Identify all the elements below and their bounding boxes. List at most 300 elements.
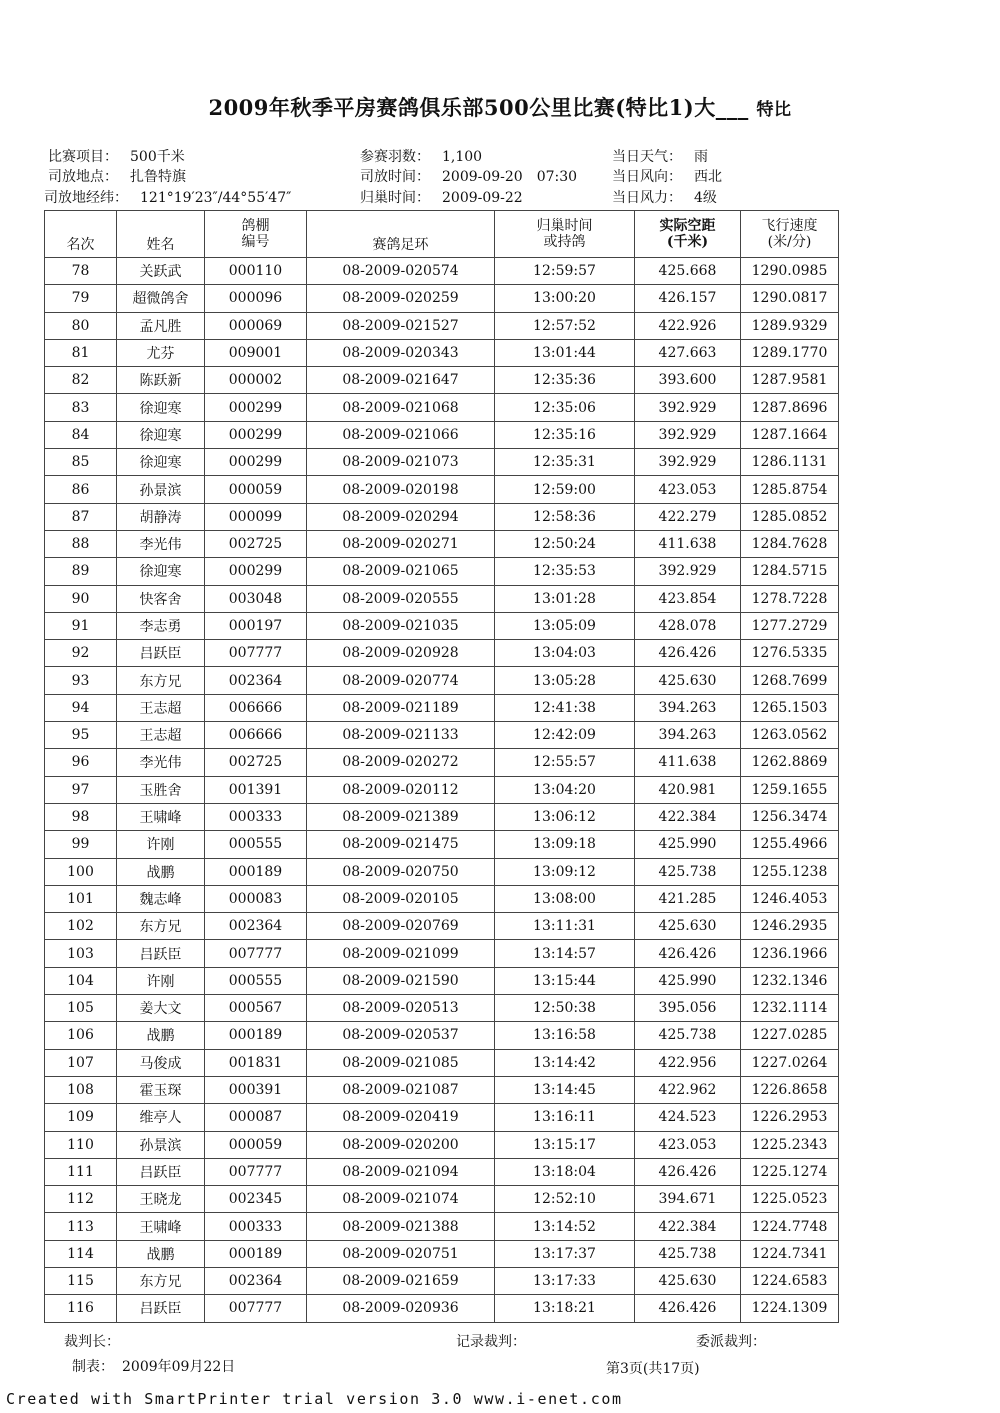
time-cell: 12:35:53 (495, 558, 635, 585)
distance-cell: 425.990 (635, 967, 741, 994)
speed-cell: 1262.8869 (741, 749, 839, 776)
speed-cell: 1227.0285 (741, 1022, 839, 1049)
speed-cell: 1290.0817 (741, 285, 839, 312)
ring-cell: 08-2009-020294 (307, 503, 495, 530)
speed-cell: 1278.7228 (741, 585, 839, 612)
loft-cell: 007777 (205, 940, 307, 967)
rank-cell: 102 (45, 913, 117, 940)
time-cell: 12:55:57 (495, 749, 635, 776)
time-cell: 13:15:44 (495, 967, 635, 994)
distance-cell: 423.053 (635, 1131, 741, 1158)
table-row (45, 394, 839, 421)
title-blank: ___ (715, 95, 749, 120)
time-cell: 13:17:37 (495, 1240, 635, 1267)
loft-cell: 000299 (205, 421, 307, 448)
table-row (45, 885, 839, 912)
name-cell: 吕跃臣 (117, 1295, 205, 1322)
table-row (45, 1131, 839, 1158)
speed-cell: 1289.9329 (741, 312, 839, 339)
name-cell: 吕跃臣 (117, 640, 205, 667)
ring-cell: 08-2009-021133 (307, 722, 495, 749)
ring-cell: 08-2009-020750 (307, 858, 495, 885)
name-cell: 姜大文 (117, 995, 205, 1022)
results-table (44, 210, 839, 1323)
table-row (45, 312, 839, 339)
table-row (45, 476, 839, 503)
speed-cell: 1287.9581 (741, 367, 839, 394)
loft-cell: 000197 (205, 612, 307, 639)
ring-cell: 08-2009-020271 (307, 530, 495, 557)
distance-cell: 392.929 (635, 421, 741, 448)
table-row (45, 967, 839, 994)
rank-cell: 87 (45, 503, 117, 530)
rank-cell: 115 (45, 1267, 117, 1294)
distance-cell: 421.285 (635, 885, 741, 912)
footer-referee: 裁判长： (64, 1334, 120, 1350)
speed-cell: 1287.8696 (741, 394, 839, 421)
ring-cell: 08-2009-021085 (307, 1049, 495, 1076)
header-loft: 鸽棚 编号 (205, 211, 307, 258)
name-cell: 快客舍 (117, 585, 205, 612)
table-row (45, 776, 839, 803)
table-row (45, 503, 839, 530)
name-cell: 徐迎寒 (117, 421, 205, 448)
rank-cell: 91 (45, 612, 117, 639)
header-ring: 赛鸽足环 (307, 211, 495, 258)
speed-cell: 1232.1114 (741, 995, 839, 1022)
table-row (45, 640, 839, 667)
rank-cell: 106 (45, 1022, 117, 1049)
name-cell: 东方兄 (117, 1267, 205, 1294)
meta-wind-force: 当日风力： 4级 (612, 190, 717, 206)
ring-cell: 08-2009-020537 (307, 1022, 495, 1049)
speed-cell: 1225.0523 (741, 1186, 839, 1213)
loft-cell: 000333 (205, 803, 307, 830)
table-row (45, 421, 839, 448)
distance-cell: 393.600 (635, 367, 741, 394)
time-cell: 13:18:04 (495, 1158, 635, 1185)
table-row (45, 913, 839, 940)
rank-cell: 96 (45, 749, 117, 776)
loft-cell: 000555 (205, 967, 307, 994)
name-cell: 李志勇 (117, 612, 205, 639)
ring-cell: 08-2009-021527 (307, 312, 495, 339)
time-cell: 13:14:45 (495, 1076, 635, 1103)
name-cell: 战鹏 (117, 858, 205, 885)
page-title (0, 92, 1000, 122)
speed-cell: 1225.2343 (741, 1131, 839, 1158)
distance-cell: 428.078 (635, 612, 741, 639)
speed-cell: 1225.1274 (741, 1158, 839, 1185)
loft-cell: 002364 (205, 913, 307, 940)
rank-cell: 86 (45, 476, 117, 503)
loft-cell: 000189 (205, 858, 307, 885)
name-cell: 孙景滨 (117, 476, 205, 503)
loft-cell: 001391 (205, 776, 307, 803)
time-cell: 13:05:28 (495, 667, 635, 694)
time-cell: 12:42:09 (495, 722, 635, 749)
name-cell: 战鹏 (117, 1022, 205, 1049)
table-row (45, 558, 839, 585)
trial-watermark-text: Created with SmartPrinter trial version 3.0 www.i-enet.com (6, 1390, 623, 1408)
ring-cell: 08-2009-020105 (307, 885, 495, 912)
rank-cell: 78 (45, 258, 117, 285)
rank-cell: 101 (45, 885, 117, 912)
speed-cell: 1289.1770 (741, 339, 839, 366)
name-cell: 徐迎寒 (117, 449, 205, 476)
loft-cell: 000069 (205, 312, 307, 339)
name-cell: 吕跃臣 (117, 940, 205, 967)
distance-cell: 394.263 (635, 694, 741, 721)
footer-recorder: 记录裁判： (456, 1334, 526, 1350)
ring-cell: 08-2009-020343 (307, 339, 495, 366)
distance-cell: 425.990 (635, 831, 741, 858)
time-cell: 13:09:12 (495, 858, 635, 885)
loft-cell: 006666 (205, 722, 307, 749)
loft-cell: 006666 (205, 694, 307, 721)
header-speed: 飞行速度 (米/分) (741, 211, 839, 258)
rank-cell: 80 (45, 312, 117, 339)
ring-cell: 08-2009-021087 (307, 1076, 495, 1103)
ring-cell: 08-2009-021388 (307, 1213, 495, 1240)
table-row (45, 285, 839, 312)
time-cell: 13:04:20 (495, 776, 635, 803)
name-cell: 霍玉琛 (117, 1076, 205, 1103)
ring-cell: 08-2009-020419 (307, 1104, 495, 1131)
loft-cell: 003048 (205, 585, 307, 612)
rank-cell: 103 (45, 940, 117, 967)
loft-cell: 009001 (205, 339, 307, 366)
distance-cell: 427.663 (635, 339, 741, 366)
rank-cell: 105 (45, 995, 117, 1022)
results-body (45, 258, 839, 1323)
name-cell: 尤芬 (117, 339, 205, 366)
rank-cell: 92 (45, 640, 117, 667)
rank-cell: 84 (45, 421, 117, 448)
loft-cell: 000299 (205, 394, 307, 421)
loft-cell: 007777 (205, 1158, 307, 1185)
name-cell: 王晓龙 (117, 1186, 205, 1213)
loft-cell: 000391 (205, 1076, 307, 1103)
distance-cell: 411.638 (635, 530, 741, 557)
name-cell: 王志超 (117, 694, 205, 721)
rank-cell: 89 (45, 558, 117, 585)
speed-cell: 1232.1346 (741, 967, 839, 994)
table-row (45, 339, 839, 366)
distance-cell: 423.053 (635, 476, 741, 503)
rank-cell: 116 (45, 1295, 117, 1322)
distance-cell: 422.956 (635, 1049, 741, 1076)
loft-cell: 002345 (205, 1186, 307, 1213)
rank-cell: 98 (45, 803, 117, 830)
table-row (45, 1158, 839, 1185)
loft-cell: 000567 (205, 995, 307, 1022)
table-row (45, 449, 839, 476)
table-row (45, 1076, 839, 1103)
speed-cell: 1284.7628 (741, 530, 839, 557)
name-cell: 王志超 (117, 722, 205, 749)
loft-cell: 000299 (205, 558, 307, 585)
distance-cell: 426.426 (635, 640, 741, 667)
table-row (45, 940, 839, 967)
table-row (45, 749, 839, 776)
table-row (45, 1186, 839, 1213)
loft-cell: 001831 (205, 1049, 307, 1076)
rank-cell: 99 (45, 831, 117, 858)
name-cell: 王啸峰 (117, 803, 205, 830)
meta-coords: 司放地经纬： 121°19′23″/44°55′47″ (44, 190, 292, 206)
speed-cell: 1224.1309 (741, 1295, 839, 1322)
table-row (45, 858, 839, 885)
name-cell: 超微鸽舍 (117, 285, 205, 312)
header-rank: 名次 (45, 211, 117, 258)
ring-cell: 08-2009-020200 (307, 1131, 495, 1158)
meta-release-time: 司放时间： 2009-09-20 07:30 (360, 169, 578, 185)
time-cell: 13:16:11 (495, 1104, 635, 1131)
speed-cell: 1287.1664 (741, 421, 839, 448)
title-tail: 特比 (756, 100, 792, 120)
rank-cell: 97 (45, 776, 117, 803)
rank-cell: 93 (45, 667, 117, 694)
speed-cell: 1246.2935 (741, 913, 839, 940)
speed-cell: 1290.0985 (741, 258, 839, 285)
rank-cell: 90 (45, 585, 117, 612)
loft-cell: 000096 (205, 285, 307, 312)
name-cell: 陈跃新 (117, 367, 205, 394)
time-cell: 13:08:00 (495, 885, 635, 912)
meta-return: 归巢时间： 2009-09-22 (360, 190, 523, 206)
ring-cell: 08-2009-020928 (307, 640, 495, 667)
distance-cell: 422.926 (635, 312, 741, 339)
ring-cell: 08-2009-021068 (307, 394, 495, 421)
ring-cell: 08-2009-020112 (307, 776, 495, 803)
distance-cell: 424.523 (635, 1104, 741, 1131)
distance-cell: 426.426 (635, 1295, 741, 1322)
table-row (45, 585, 839, 612)
table-row (45, 367, 839, 394)
ring-cell: 08-2009-020555 (307, 585, 495, 612)
distance-cell: 425.738 (635, 1240, 741, 1267)
loft-cell: 000189 (205, 1022, 307, 1049)
loft-cell: 007777 (205, 1295, 307, 1322)
distance-cell: 392.929 (635, 558, 741, 585)
rank-cell: 95 (45, 722, 117, 749)
table-row (45, 530, 839, 557)
loft-cell: 000059 (205, 476, 307, 503)
header-time: 归巢时间 或持鸽 (495, 211, 635, 258)
loft-cell: 002725 (205, 749, 307, 776)
name-cell: 关跃武 (117, 258, 205, 285)
rank-cell: 82 (45, 367, 117, 394)
speed-cell: 1255.1238 (741, 858, 839, 885)
speed-cell: 1268.7699 (741, 667, 839, 694)
header-name: 姓名 (117, 211, 205, 258)
table-row (45, 694, 839, 721)
ring-cell: 08-2009-021074 (307, 1186, 495, 1213)
ring-cell: 08-2009-021659 (307, 1267, 495, 1294)
time-cell: 12:57:52 (495, 312, 635, 339)
name-cell: 孟凡胜 (117, 312, 205, 339)
table-row (45, 1104, 839, 1131)
speed-cell: 1236.1966 (741, 940, 839, 967)
rank-cell: 109 (45, 1104, 117, 1131)
time-cell: 12:50:24 (495, 530, 635, 557)
name-cell: 徐迎寒 (117, 558, 205, 585)
distance-cell: 395.056 (635, 995, 741, 1022)
meta-wind-direction: 当日风向： 西北 (612, 169, 722, 185)
name-cell: 胡静涛 (117, 503, 205, 530)
ring-cell: 08-2009-021066 (307, 421, 495, 448)
distance-cell: 411.638 (635, 749, 741, 776)
footer-appointed: 委派裁判： (696, 1334, 766, 1350)
header-distance: 实际空距 (千米) (635, 211, 741, 258)
rank-cell: 79 (45, 285, 117, 312)
time-cell: 12:58:36 (495, 503, 635, 530)
rank-cell: 85 (45, 449, 117, 476)
table-row (45, 1267, 839, 1294)
ring-cell: 08-2009-021475 (307, 831, 495, 858)
distance-cell: 425.738 (635, 858, 741, 885)
time-cell: 13:18:21 (495, 1295, 635, 1322)
ring-cell: 08-2009-020259 (307, 285, 495, 312)
distance-cell: 426.157 (635, 285, 741, 312)
name-cell: 许刚 (117, 967, 205, 994)
rank-cell: 113 (45, 1213, 117, 1240)
name-cell: 吕跃臣 (117, 1158, 205, 1185)
loft-cell: 000002 (205, 367, 307, 394)
rank-cell: 111 (45, 1158, 117, 1185)
table-row (45, 722, 839, 749)
time-cell: 13:17:33 (495, 1267, 635, 1294)
speed-cell: 1285.8754 (741, 476, 839, 503)
name-cell: 东方兄 (117, 913, 205, 940)
ring-cell: 08-2009-020751 (307, 1240, 495, 1267)
table-row (45, 995, 839, 1022)
ring-cell: 08-2009-021094 (307, 1158, 495, 1185)
table-row (45, 1295, 839, 1322)
name-cell: 魏志峰 (117, 885, 205, 912)
time-cell: 13:06:12 (495, 803, 635, 830)
table-row (45, 1022, 839, 1049)
time-cell: 12:59:57 (495, 258, 635, 285)
ring-cell: 08-2009-021065 (307, 558, 495, 585)
distance-cell: 392.929 (635, 449, 741, 476)
name-cell: 东方兄 (117, 667, 205, 694)
distance-cell: 425.630 (635, 667, 741, 694)
loft-cell: 007777 (205, 640, 307, 667)
table-row (45, 1049, 839, 1076)
ring-cell: 08-2009-020198 (307, 476, 495, 503)
name-cell: 李光伟 (117, 749, 205, 776)
distance-cell: 426.426 (635, 1158, 741, 1185)
name-cell: 李光伟 (117, 530, 205, 557)
rank-cell: 108 (45, 1076, 117, 1103)
footer-made: 制表： 2009年09月22日 (72, 1359, 236, 1375)
ring-cell: 08-2009-020769 (307, 913, 495, 940)
rank-cell: 110 (45, 1131, 117, 1158)
distance-cell: 392.929 (635, 394, 741, 421)
distance-cell: 420.981 (635, 776, 741, 803)
time-cell: 13:11:31 (495, 913, 635, 940)
rank-cell: 100 (45, 858, 117, 885)
speed-cell: 1256.3474 (741, 803, 839, 830)
table-header-row (45, 211, 839, 258)
distance-cell: 425.630 (635, 1267, 741, 1294)
time-cell: 13:15:17 (495, 1131, 635, 1158)
rank-cell: 81 (45, 339, 117, 366)
loft-cell: 000299 (205, 449, 307, 476)
time-cell: 12:59:00 (495, 476, 635, 503)
speed-cell: 1255.4966 (741, 831, 839, 858)
meta-release-place: 司放地点： 扎鲁特旗 (48, 169, 186, 185)
table-row (45, 1213, 839, 1240)
table-row (45, 831, 839, 858)
time-cell: 12:35:36 (495, 367, 635, 394)
loft-cell: 002364 (205, 1267, 307, 1294)
loft-cell: 000110 (205, 258, 307, 285)
speed-cell: 1276.5335 (741, 640, 839, 667)
time-cell: 13:14:57 (495, 940, 635, 967)
meta-weather: 当日天气： 雨 (612, 149, 708, 165)
table-row (45, 667, 839, 694)
time-cell: 12:35:16 (495, 421, 635, 448)
ring-cell: 08-2009-020774 (307, 667, 495, 694)
distance-cell: 394.671 (635, 1186, 741, 1213)
footer-page-number: 第3页(共17页) (606, 1361, 700, 1377)
ring-cell: 08-2009-021389 (307, 803, 495, 830)
name-cell: 马俊成 (117, 1049, 205, 1076)
ring-cell: 08-2009-021189 (307, 694, 495, 721)
distance-cell: 422.962 (635, 1076, 741, 1103)
loft-cell: 000099 (205, 503, 307, 530)
time-cell: 13:14:52 (495, 1213, 635, 1240)
rank-cell: 104 (45, 967, 117, 994)
time-cell: 12:35:06 (495, 394, 635, 421)
loft-cell: 000333 (205, 1213, 307, 1240)
rank-cell: 88 (45, 530, 117, 557)
time-cell: 12:50:38 (495, 995, 635, 1022)
table-row (45, 803, 839, 830)
name-cell: 玉胜舍 (117, 776, 205, 803)
distance-cell: 394.263 (635, 722, 741, 749)
time-cell: 13:01:44 (495, 339, 635, 366)
time-cell: 13:00:20 (495, 285, 635, 312)
speed-cell: 1224.7748 (741, 1213, 839, 1240)
ring-cell: 08-2009-021647 (307, 367, 495, 394)
rank-cell: 83 (45, 394, 117, 421)
time-cell: 13:05:09 (495, 612, 635, 639)
name-cell: 徐迎寒 (117, 394, 205, 421)
ring-cell: 08-2009-020936 (307, 1295, 495, 1322)
distance-cell: 425.668 (635, 258, 741, 285)
speed-cell: 1284.5715 (741, 558, 839, 585)
ring-cell: 08-2009-021590 (307, 967, 495, 994)
speed-cell: 1277.2729 (741, 612, 839, 639)
time-cell: 13:09:18 (495, 831, 635, 858)
speed-cell: 1226.8658 (741, 1076, 839, 1103)
distance-cell: 423.854 (635, 585, 741, 612)
loft-cell: 000087 (205, 1104, 307, 1131)
name-cell: 许刚 (117, 831, 205, 858)
speed-cell: 1224.6583 (741, 1267, 839, 1294)
loft-cell: 002725 (205, 530, 307, 557)
name-cell: 维亭人 (117, 1104, 205, 1131)
loft-cell: 000059 (205, 1131, 307, 1158)
speed-cell: 1286.1131 (741, 449, 839, 476)
time-cell: 12:35:31 (495, 449, 635, 476)
meta-event: 比赛项目： 500千米 (48, 149, 185, 165)
speed-cell: 1265.1503 (741, 694, 839, 721)
